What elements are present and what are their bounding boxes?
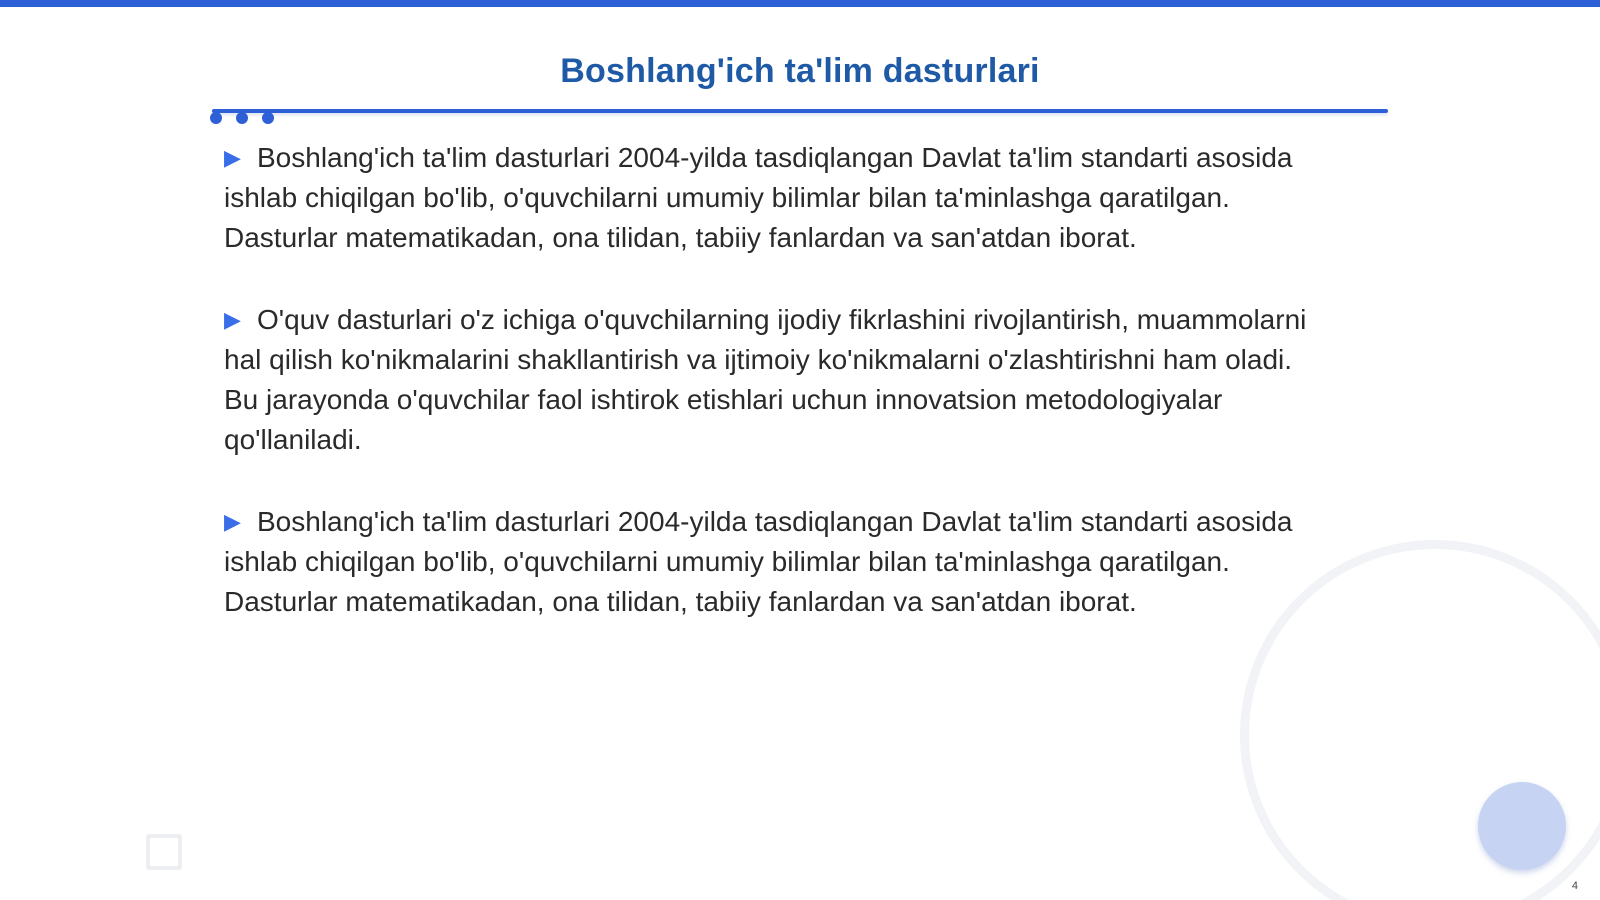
bullet-paragraph [224,502,1314,622]
paragraph-text: Boshlang'ich ta'lim dasturlari 2004-yilda tasdiqlangan Davlat ta'lim standarti asosida ishlab chiqilgan bo'lib, o'quvchilarni umumiy bilimlar bilan ta'minlashga qaratilgan. Dasturlar matematikadan, ona tilidan, tabiiy fanlardan va san'atdan iborat. [224,142,1293,253]
slide-title: Boshlang'ich ta'lim dasturlari [560,52,1040,90]
paragraph-text: Boshlang'ich ta'lim dasturlari 2004-yilda tasdiqlangan Davlat ta'lim standarti asosida ishlab chiqilgan bo'lib, o'quvchilarni umumiy bilimlar bilan ta'minlashga qaratilgan. Dasturlar matematikadan, ona tilidan, tabiiy fanlardan va san'atdan iborat. [224,506,1293,617]
bullet-paragraph [224,138,1314,258]
dot-icon [262,112,274,124]
decorative-square [146,834,182,870]
top-accent-bar [0,0,1600,7]
decorative-circle [1478,782,1566,870]
page-number: 4 [1571,880,1578,892]
dot-icon [236,112,248,124]
title-underline [212,109,1388,113]
triangle-bullet-icon: ▶ [224,307,241,332]
bullet-paragraph [224,300,1314,460]
triangle-bullet-icon: ▶ [224,509,241,534]
triangle-bullet-icon: ▶ [224,145,241,170]
dot-icon [210,112,222,124]
paragraph-text: O'quv dasturlari o'z ichiga o'quvchilarning ijodiy fikrlashini rivojlantirish, muammolarni hal qilish ko'nikmalarini shakllantirish va ijtimoiy ko'nikmalarni o'zlashtirishni ham oladi. Bu jarayonda o'quvchilar faol ishtirok etishlari uchun innovatsion metodologiyalar qo'llaniladi. [224,304,1307,455]
bullet-list [224,138,1314,664]
